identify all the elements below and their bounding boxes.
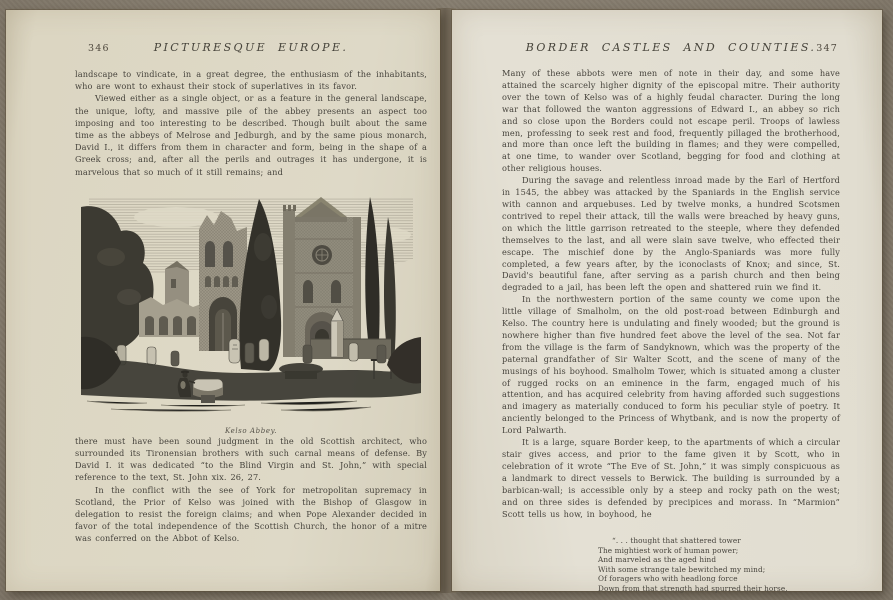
paragraph: In the conflict with the see of York for metropolitan supremacy in Scotland, the Prior of Kelso was joined with the Bishop of Glasgow in delegation to resist the foreign claims; and when Pope Alexander decided in favor of the total independence of the Scottish Church, the honor of a mitre was conferred on the Abbot of Kelso. [75, 484, 427, 544]
poem-line: The mightiest work of human power; [598, 545, 739, 555]
poem-line: With some strange tale bewitched my mind; [598, 564, 766, 574]
figure-caption: Kelso Abbey. [224, 426, 278, 435]
page-right [452, 10, 882, 591]
paragraph: In the northwestern portion of the same county we come upon the little village of Smalholm, on the old post-road between Edinburgh and Kelso. The country here is undulating and finely wooded; but the ground is nowhere higher than five hundred feet above the level of the sea. Not far from the village is the farm of Sandyknown, which was the property of the paternal grandfather of Sir Walter Scott, and the scene of many of the musings of his boyhood. Smalholm Tower, which is situated among a cluster of rugged rocks on an eminence in the farm, engaged much of his attention, and has acquired celebrity from having afforded such suggestions and imagery as materially conduced to form his peculiar style of poetry. It anciently belonged to the Princess of Whytbank, and is now the property of Lord Palwarth. [502, 294, 840, 436]
page-header-left [75, 40, 427, 56]
paragraph-continuation: Many of these abbots were men of note in their day, and some have attained the scarcely higher dignity of the episcopal mitre. Their authority over the town of Kelso was of a highly feudal character. During the long war that followed the wanton aggressions of Edward I., an abbey so rich and so close upon the Borders could not escape peril. Troops of lawless men, professing to seek rest and food, frequently pillaged the brotherhood, and more than once left the building in flames; and they were compelled, at one time, to wander over Scotland, begging for food and clothing at other religious houses. [502, 68, 840, 174]
paragraph: It is a large, square Border keep, to the apartments of which a circular stair gives access, and prior to the fame given it by Scott, who in celebration of it wrote “The Eve of St. John,” it was simply conspicuous as a landmark to direct vessels to Berwick. The building is surrounded by a barbican-wall; is accessible only by a steep and rocky path on the west; and on three sides is defended by precipices and morass. In “Marmion” Scott tells us how, in boyhood, he [502, 437, 841, 519]
page-left [6, 10, 440, 591]
paragraph: Viewed either as a single object, or as a feature in the general landscape, the unique, lofty, and massive pile of the abbey presents an aspect too imposing and too interesting to be described. Though built about the same time as the abbeys of Melrose and Jedburgh, and by the same pious monarch, David I., it differs from them in character and form, being in the shape of a Greek cross; and, after all the perils and outrages it has undergone, it is marvelous that so much of it still remains; and [75, 93, 427, 177]
poem-line: Down from that strength had spurred their horse, [598, 583, 788, 593]
poem-quote [502, 536, 840, 593]
running-head-left: PICTURESQUE EUROPE. [153, 41, 349, 54]
page-header-right [502, 40, 840, 56]
poem-line: Of foragers who with headlong force [598, 574, 738, 584]
page-number-left: 346 [88, 43, 110, 54]
kelso-abbey-engraving [81, 187, 421, 419]
poem-line: And marveled as the aged hind [598, 555, 717, 565]
page-number-right: 347 [816, 43, 838, 54]
paragraph-continuation: landscape to vindicate, in a great degree, the enthusiasm of the inhabitants, who are wont to exhaust their stock of superlatives in its favor. [75, 69, 427, 92]
paragraph-continuation: there must have been sound judgment in the old Scottish architect, who surrounded its Tironensian brothers with such carnal means of defense. By David I. it was dedicated “to the Blind Virgin and St. John,” with special reference to the text, St. John xix. 26, 27. [75, 435, 427, 483]
paragraph: During the savage and relentless inroad made by the Earl of Hertford in 1545, the abbey was attacked by the Spaniards in the English service with cannon and arquebuses. Led by twelve monks, a hundred Scotsmen contrived to repel their attack, till the walls were breached by heavy guns, on which the little garrison retreated to the steeple, where they defended themselves to the last, and all were slain save twelve, who effected their escape. The mischief done by the Anglo-Spaniards was more fully completed, a few years after, by the iconoclasts of Knox; and since, St. David's beautiful fane, after serving as a parish church and then being degraded to a jail, has been left the open and shattered ruin we find it. [502, 175, 840, 293]
running-head-right: BORDER CASTLES AND COUNTIES. [525, 41, 817, 54]
figure-kelso-abbey [81, 187, 421, 435]
poem-line: “. . . thought that shattered tower [612, 536, 741, 546]
